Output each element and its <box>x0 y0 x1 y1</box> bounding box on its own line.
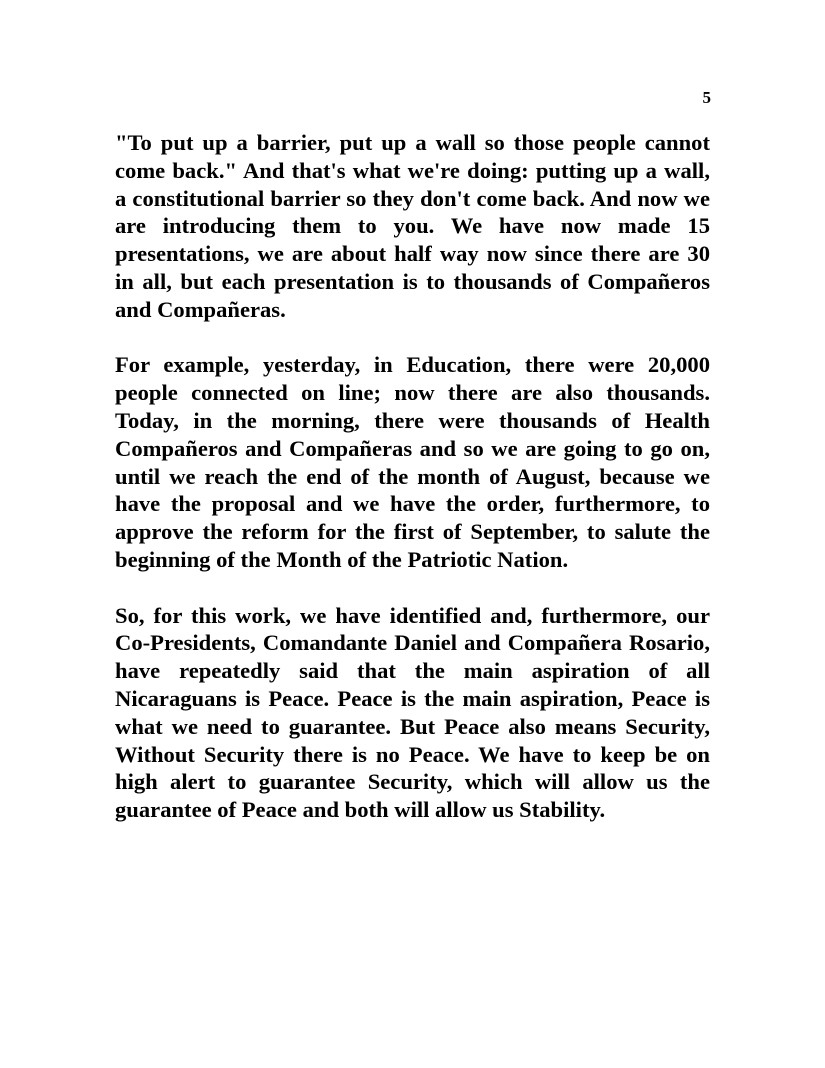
paragraph-2: For example, yesterday, in Education, there were 20,000 people connected on line; now there are also thousands. Today, in the morning, there were thousands of Health Compañeros and Compañeras and so we are going to go on, until we reach the end of the month of August, because we have the proposal and we have the order, furthermore, to approve the reform for the first of September, to salute the beginning of the Month of the Patriotic Nation. <box>115 352 710 572</box>
page-number: 5 <box>702 88 711 107</box>
paragraph-1: "To put up a barrier, put up a wall so those people cannot come back." And that's what we're doing: putting up a wall, a constitutional barrier so they don't come back. And now we are introducing them to you. We have now made 15 presentations, we are about half way now since there are 30 in all, but each presentation is to thousands of Compañeros and Compañeras. <box>115 130 710 322</box>
document-body <box>115 129 710 852</box>
paragraph-3: So, for this work, we have identified and, furthermore, our Co-Presidents, Comandante Daniel and Compañera Rosario, have repeatedly said that the main aspiration of all Nicaraguans is Peace. Peace is the main aspiration, Peace is what we need to guarantee. But Peace also means Security, Without Security there is no Peace. We have to keep be on high alert to guarantee Security, which will allow us the guarantee of Peace and both will allow us Stability. <box>115 602 710 823</box>
